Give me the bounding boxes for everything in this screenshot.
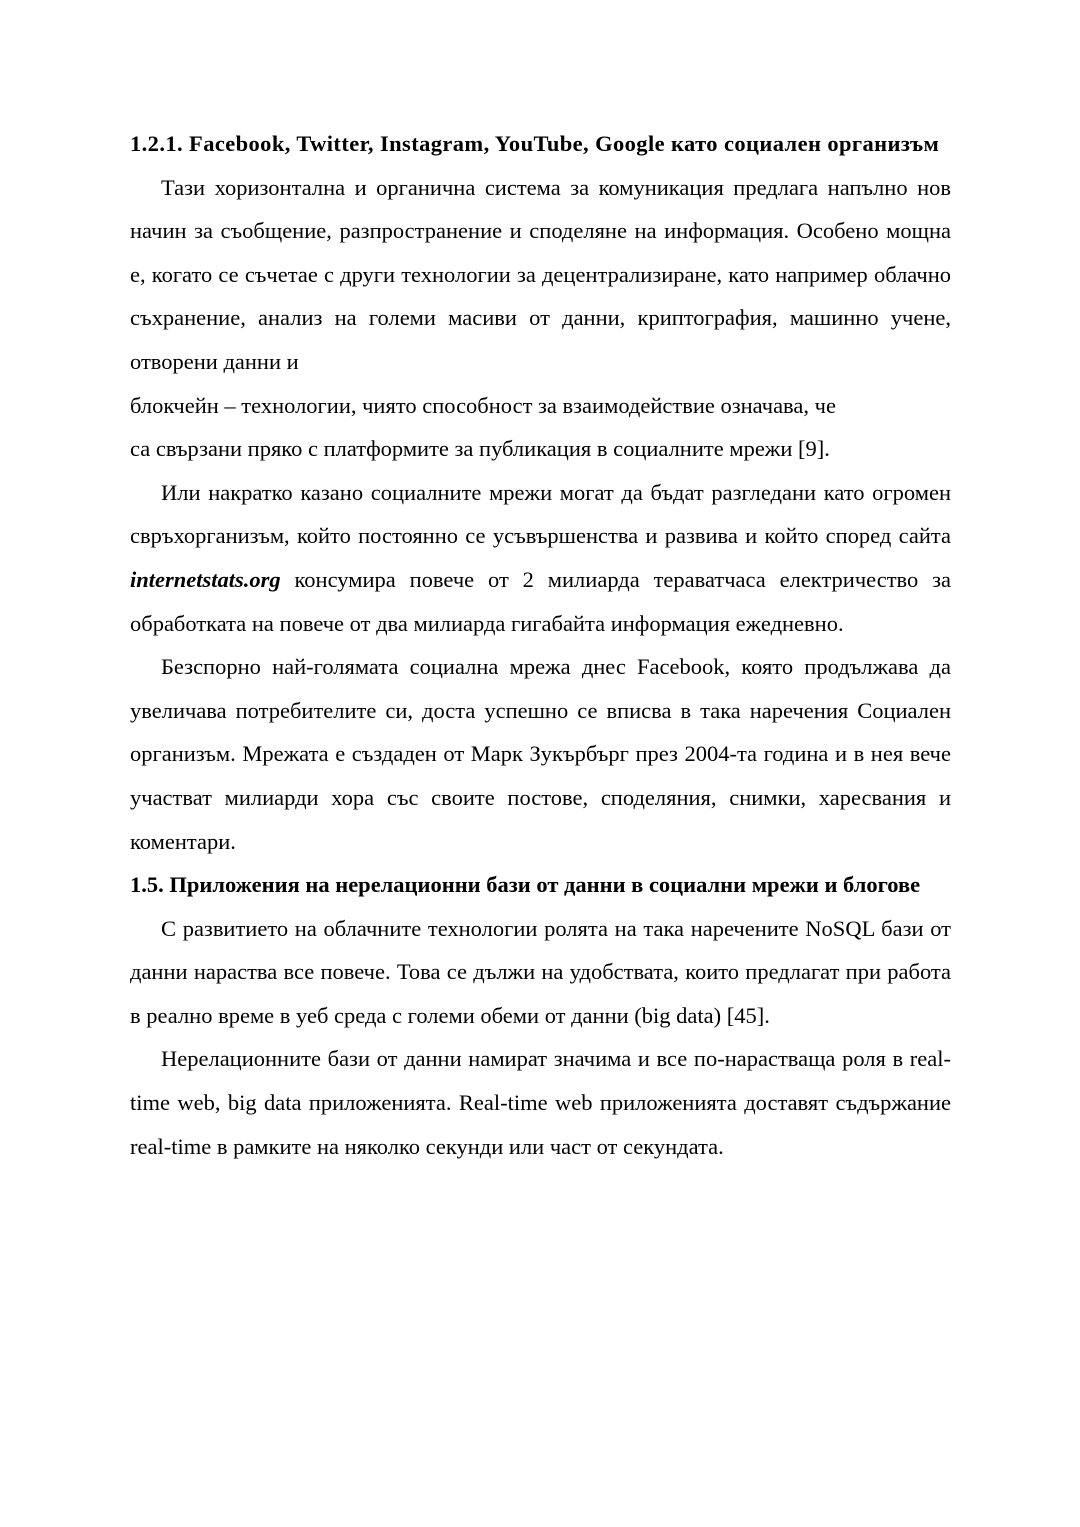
- superorganism-text-before: Или накратко казано социалните мрежи могат да бъдат разгледани като огромен свръхорганизъм, който постоянно се усъвършенства и развива и който според сайта: [130, 479, 951, 549]
- internetstats-site: internetstats.org: [130, 566, 281, 592]
- paragraph-line-platforms: са свързани пряко с платформите за публикация в социалните мрежи [9].: [130, 436, 830, 462]
- superorganism-text-after: консумира повече от 2 милиарда тераватчаса електричество за обработката на повече от два милиарда гигабайта информация ежедневно.: [130, 566, 951, 636]
- paragraph-facebook: Безспорно най-голямата социална мрежа днес Facebook, която продължава да увеличава потребителите си, доста успешно се вписва в така наречения Социален организъм. Мрежата е създаден от Марк Зукърбърг през 2004-та година и в нея вече участват милиарди хора със своите постове, споделяния, снимки, харесвания и коментари.: [130, 654, 951, 854]
- section-heading-social-organism: 1.2.1. Facebook, Twitter, Instagram, YouTube, Google като социален организъм: [130, 131, 940, 156]
- section-heading-nosql: 1.5. Приложения на нерелационни бази от данни в социални мрежи и блогове: [130, 872, 921, 898]
- document-page: [130, 122, 951, 1168]
- paragraph-horizontal-system: Тази хоризонтална и органична система за комуникация предлага напълно нов начин за съобщение, разпространение и споделяне на информация. Особено мощна е, когато се съчетае с други технологии за децентрализиране, като например облачно съхранение, анализ на големи масиви от данни, криптография, машинно учене, отворени данни и: [130, 174, 951, 374]
- paragraph-superorganism: [130, 471, 951, 645]
- paragraph-nosql-cloud: С развитието на облачните технологии ролята на така наречените NoSQL бази от данни нараства все повече. Това се дължи на удобствата, които предлагат при работа в реално време в уеб среда с големи обеми от данни (big data) [45].: [130, 915, 951, 1028]
- paragraph-realtime-web: Нерелационните бази от данни намират значима и все по-нарастваща роля в real-time web, big data приложенията. Real-time web приложенията доставят съдържание real-time в рамките на няколко секунди или част от секундата.: [130, 1046, 951, 1159]
- paragraph-line-blockchain: блокчейн – технологии, чиято способност за взаимодействие означава, че: [130, 392, 836, 418]
